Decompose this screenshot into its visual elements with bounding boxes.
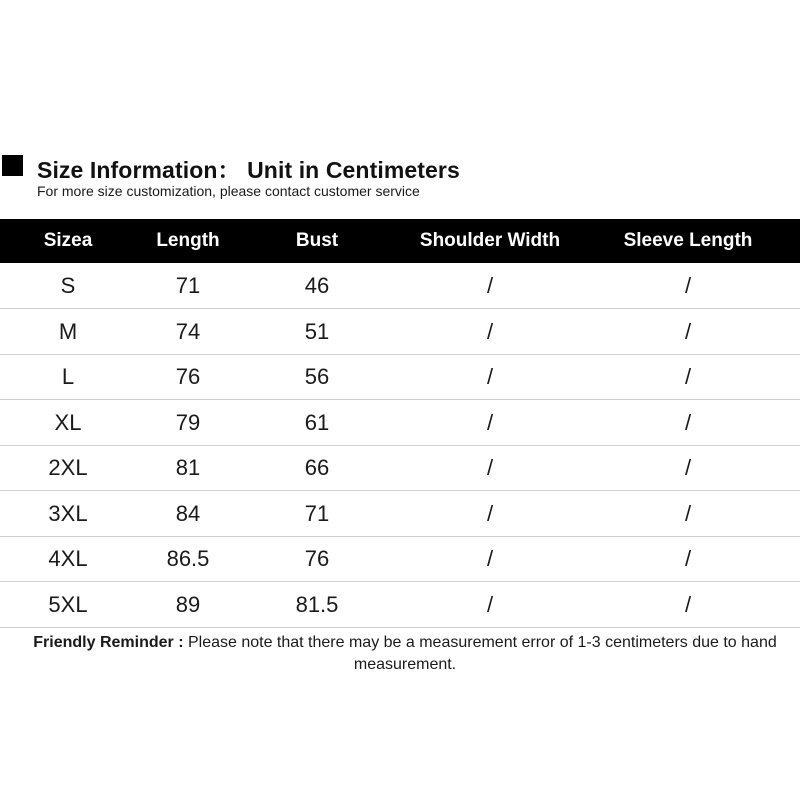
cell-length: 89 [175, 591, 201, 617]
cell-size: 5XL [48, 591, 88, 617]
cell-sleeve-length: / [684, 455, 692, 480]
cell-bust: 56 [304, 364, 330, 389]
cell-sleeve-length: / [684, 409, 692, 435]
cell-shoulder-width: / [486, 273, 494, 298]
cell-shoulder-width: / [486, 546, 494, 571]
column-header-sleeve-length: Sleeve Length [623, 230, 753, 251]
table-row [0, 582, 800, 628]
page-subtitle: For more size customization, please contact customer service [37, 183, 420, 199]
cell-size: L [61, 364, 75, 389]
cell-length: 86.5 [166, 546, 210, 571]
cell-size: 3XL [48, 500, 88, 526]
table-row [0, 491, 800, 537]
cell-sleeve-length: / [684, 591, 692, 617]
cell-length: 84 [175, 500, 201, 526]
page-title: Size Information： Unit in Centimeters [37, 157, 460, 183]
cell-bust: 81.5 [295, 591, 339, 617]
cell-length: 81 [175, 455, 201, 480]
cell-shoulder-width: / [486, 455, 494, 480]
cell-shoulder-width: / [486, 591, 494, 617]
cell-sleeve-length: / [684, 364, 692, 389]
cell-length: 71 [175, 273, 201, 298]
cell-sleeve-length: / [684, 273, 692, 298]
column-header-size: Sizea [43, 230, 93, 251]
table-row [0, 400, 800, 446]
cell-length: 79 [175, 409, 201, 435]
table-row [0, 536, 800, 582]
column-header-bust: Bust [295, 230, 339, 251]
title-marker [2, 155, 23, 176]
cell-length: 74 [175, 318, 201, 344]
cell-size: 2XL [48, 455, 88, 480]
table-row [0, 445, 800, 491]
cell-shoulder-width: / [486, 364, 494, 389]
table-row [0, 354, 800, 400]
table-row [0, 263, 800, 309]
column-header-shoulder-width: Shoulder Width [419, 230, 561, 251]
cell-sleeve-length: / [684, 546, 692, 571]
cell-size: M [58, 318, 78, 344]
reminder-text: Please note that there may be a measurement error of 1-3 centimeters due to hand measurement. [183, 634, 777, 673]
cell-size: XL [54, 409, 82, 435]
cell-shoulder-width: / [486, 318, 494, 344]
cell-bust: 71 [304, 500, 330, 526]
cell-bust: 46 [304, 273, 330, 298]
cell-sleeve-length: / [684, 500, 692, 526]
cell-bust: 61 [304, 409, 330, 435]
cell-bust: 76 [304, 546, 330, 571]
cell-sleeve-length: / [684, 318, 692, 344]
cell-length: 76 [175, 364, 201, 389]
cell-shoulder-width: / [486, 409, 494, 435]
cell-bust: 51 [304, 318, 330, 344]
friendly-reminder [20, 632, 790, 676]
column-header-length: Length [156, 230, 220, 251]
cell-size: S [60, 273, 76, 298]
cell-size: 4XL [48, 546, 88, 571]
cell-shoulder-width: / [486, 500, 494, 526]
reminder-label: Friendly Reminder : [33, 634, 184, 651]
table-row [0, 309, 800, 355]
cell-bust: 66 [304, 455, 330, 480]
